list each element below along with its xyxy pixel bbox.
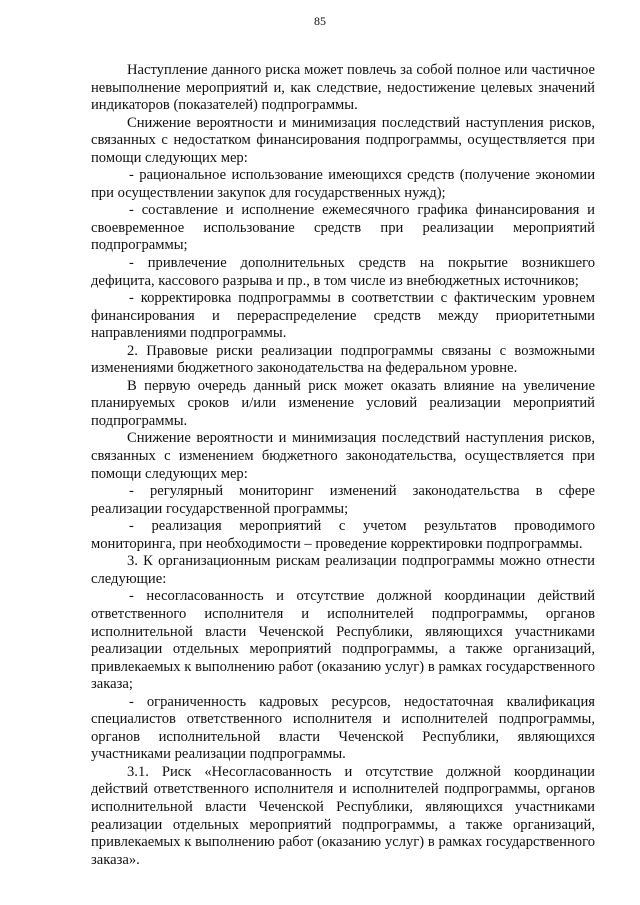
paragraph-financing-risk-measures-intro: Снижение вероятности и минимизация последствий наступления рисков, связанных с недостатком финансирования подпрограммы, осуществляется при помощи следующих мер: bbox=[91, 114, 595, 166]
paragraph-legal-risks: 2. Правовые риски реализации подпрограммы связаны с возможными изменениями бюджетного законодательства на федеральном уровне. bbox=[91, 342, 595, 377]
list-item-program-adjustment: - корректировка подпрограммы в соответствии с фактическим уровнем финансирования и перераспределение средств между приоритетными направлениями подпрограммы. bbox=[91, 290, 595, 342]
page-number: 85 bbox=[314, 14, 326, 28]
list-item-rational-use: - рациональное использование имеющихся средств (получение экономии при осуществлении закупок для государственных нужд); bbox=[91, 167, 595, 201]
paragraph-legal-risk-measures-intro: Снижение вероятности и минимизация последствий наступления рисков, связанных с изменением бюджетного законодательства, осуществляется при помощи следующих мер: bbox=[91, 430, 595, 482]
list-item-monitoring: - регулярный мониторинг изменений законодательства в сфере реализации государственной программы; bbox=[91, 483, 595, 517]
list-item-lack-of-coordination: - несогласованность и отсутствие должной координации действий ответственного исполнителя и исполнителей подпрограммы, органов исполнительной власти Чеченской Республики, являющихся участниками реализации отдельных мероприятий подпрограммы, а также организаций, привлекаемых к выполнению работ (оказанию услуг) в рамках государственного заказа; bbox=[91, 588, 595, 693]
paragraph-organizational-risks: 3. К организационным рискам реализации подпрограммы можно отнести следующие: bbox=[91, 553, 595, 587]
list-item-limited-staff: - ограниченность кадровых ресурсов, недостаточная квалификация специалистов ответственного исполнителя и исполнителей подпрограммы, органов исполнительной власти Чеченской Республики, являющихся участниками реализации подпрограммы. bbox=[91, 693, 595, 763]
paragraph-risk-3-1: 3.1. Риск «Несогласованность и отсутствие должной координации действий ответственного исполнителя и исполнителей подпрограммы, органов исполнительной власти Чеченской Республики, являющихся участниками реализации отдельных мероприятий подпрограммы, а также организаций, привлекаемых к выполнению работ (оказанию услуг) в рамках государственного заказа». bbox=[91, 763, 595, 868]
paragraph-legal-risk-impact: В первую очередь данный риск может оказать влияние на увеличение планируемых сроков и/или изменение условий реализации мероприятий подпрограммы. bbox=[91, 377, 595, 429]
list-item-additional-funds: - привлечение дополнительных средств на покрытие возникшего дефицита, кассового разрыва и пр., в том числе из внебюджетных источников; bbox=[91, 255, 595, 289]
list-item-monthly-schedule: - составление и исполнение ежемесячного графика финансирования и своевременное использование средств при реализации мероприятий подпрограммы; bbox=[91, 202, 595, 254]
list-item-implementation-adjustment: - реализация мероприятий с учетом результатов проводимого мониторинга, при необходимости – проведение корректировки подпрограммы. bbox=[91, 518, 595, 552]
document-body bbox=[91, 62, 595, 869]
paragraph-risk-consequence: Наступление данного риска может повлечь за собой полное или частичное невыполнение мероприятий и, как следствие, недостижение целевых значений индикаторов (показателей) подпрограммы. bbox=[91, 62, 595, 114]
